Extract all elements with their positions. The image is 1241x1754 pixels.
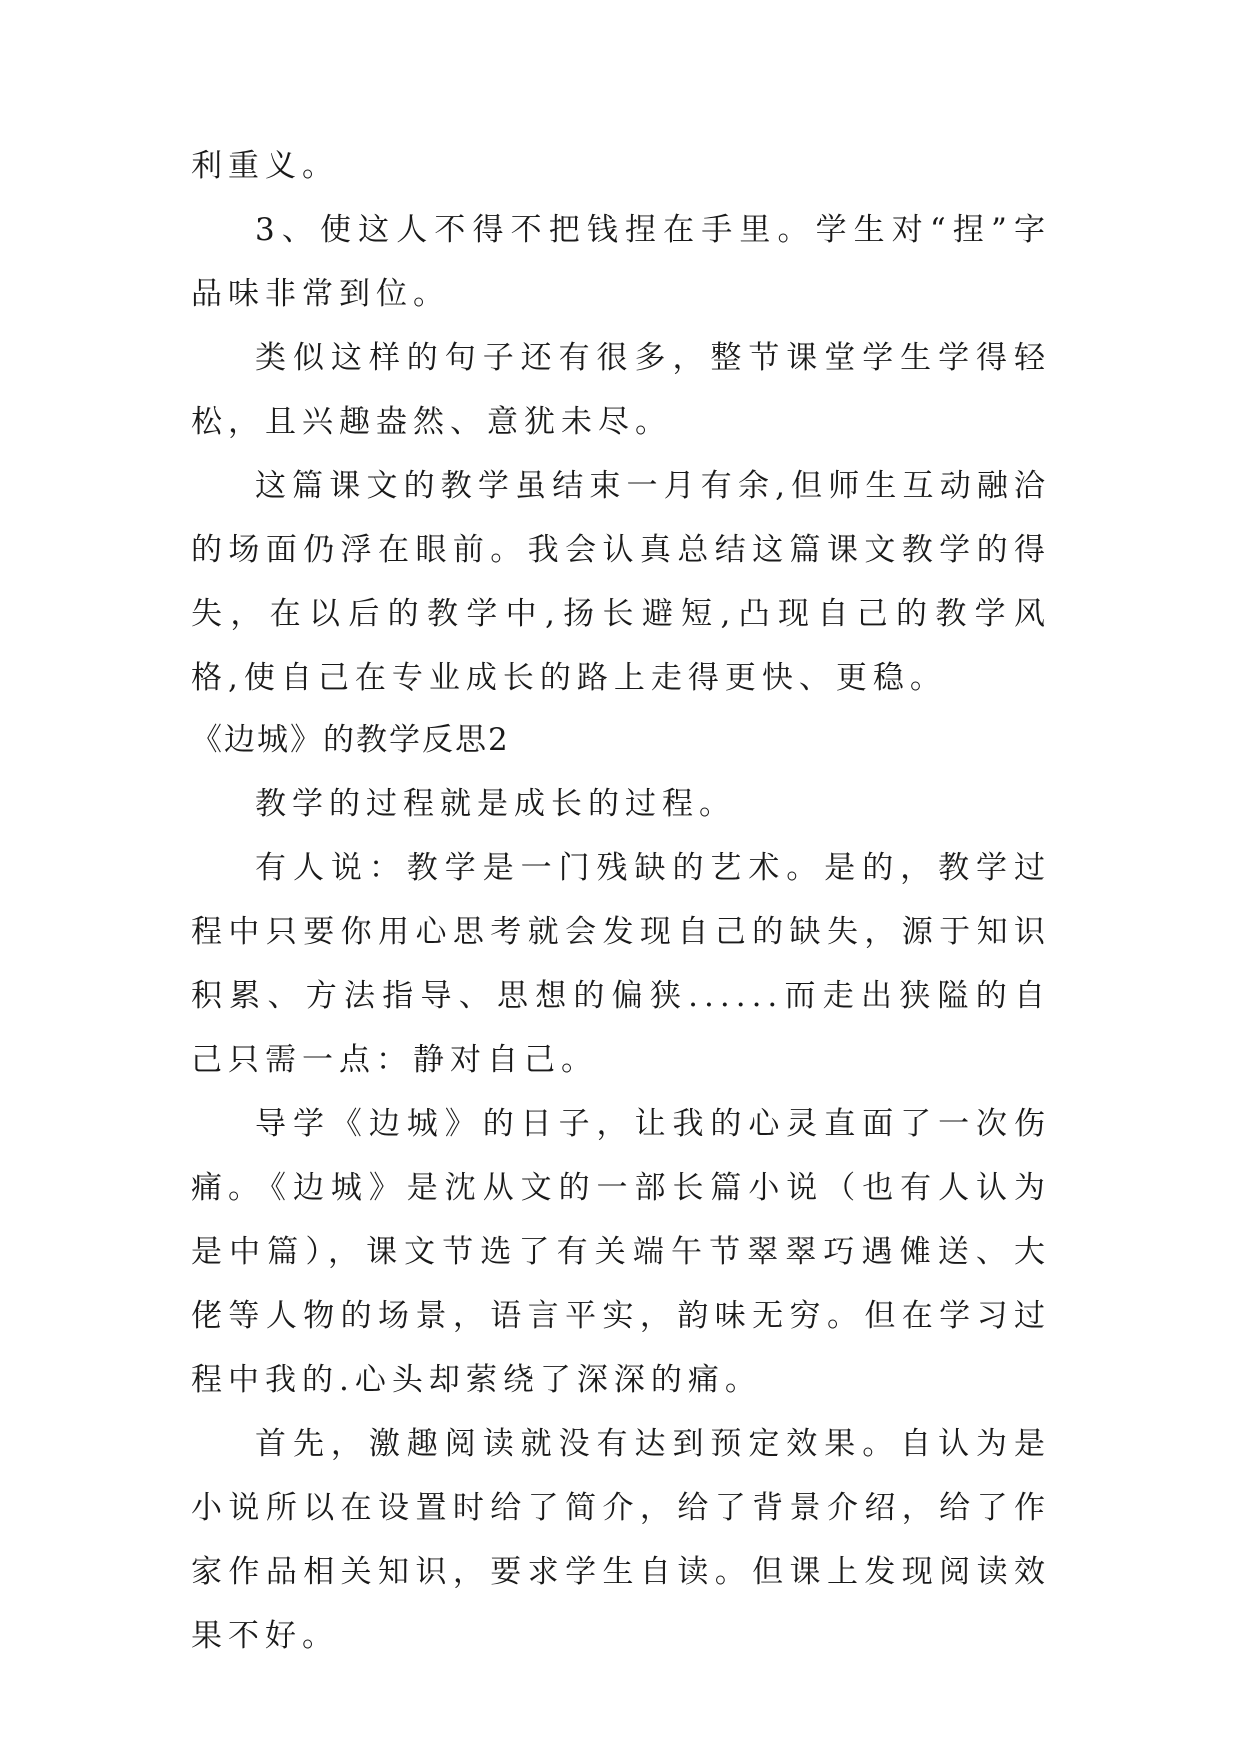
section-title: 《边城》的教学反思2: [191, 722, 510, 758]
paragraph-biancheng-intro: 《边城》是沈从文的一部长篇小说（也有人认为是中篇），课文节选了有关端午节翠翠巧遇傩送、大佬等人物的场景，语言平实，韵味无穷。但在学习过程中我的.心头却萦绕了深深的痛。: [191, 1170, 1051, 1398]
paragraph-teaching-growth: 教学的过程就是成长的过程。: [255, 786, 736, 822]
paragraph-item-3: 3、使这人不得不把钱捏在手里。学生对“捏”字品味非常到位。: [191, 212, 1051, 312]
paragraph-first-point: 首先，激趣阅读就没有达到预定效果。自认为是小说所以在设置时给了简介，给了背景介绍，给了作家作品相关知识，要求学生自读。但课上发现阅读效果不好。: [191, 1426, 1051, 1654]
paragraph-continuation: 利重义。: [191, 148, 339, 184]
paragraph-summary: 这篇课文的教学虽结束一月有余,但师生互动融洽的场面仍浮在眼前。我会认真总结这篇课文教学的得失，在以后的教学中,扬长避短,凸现自己的教学风格,使自己在专业成长的路上走得更快、更稳。: [191, 468, 1051, 696]
paragraph-guided-study: 导学《边城》的日子，让我的心灵直面了一次伤痛。: [191, 1106, 1051, 1206]
paragraph-similar-sentences: 类似这样的句子还有很多，整节课堂学生学得轻松，且兴趣盎然、意犹未尽。: [191, 340, 1051, 440]
paragraph-someone-said: 有人说：教学是一门残缺的艺术。是的，教学过程中只要你用心思考就会发现自己的缺失，源于知识积累、方法指导、思想的偏狭......而走出狭隘的自己只需一点：静对自己。: [191, 850, 1051, 1078]
